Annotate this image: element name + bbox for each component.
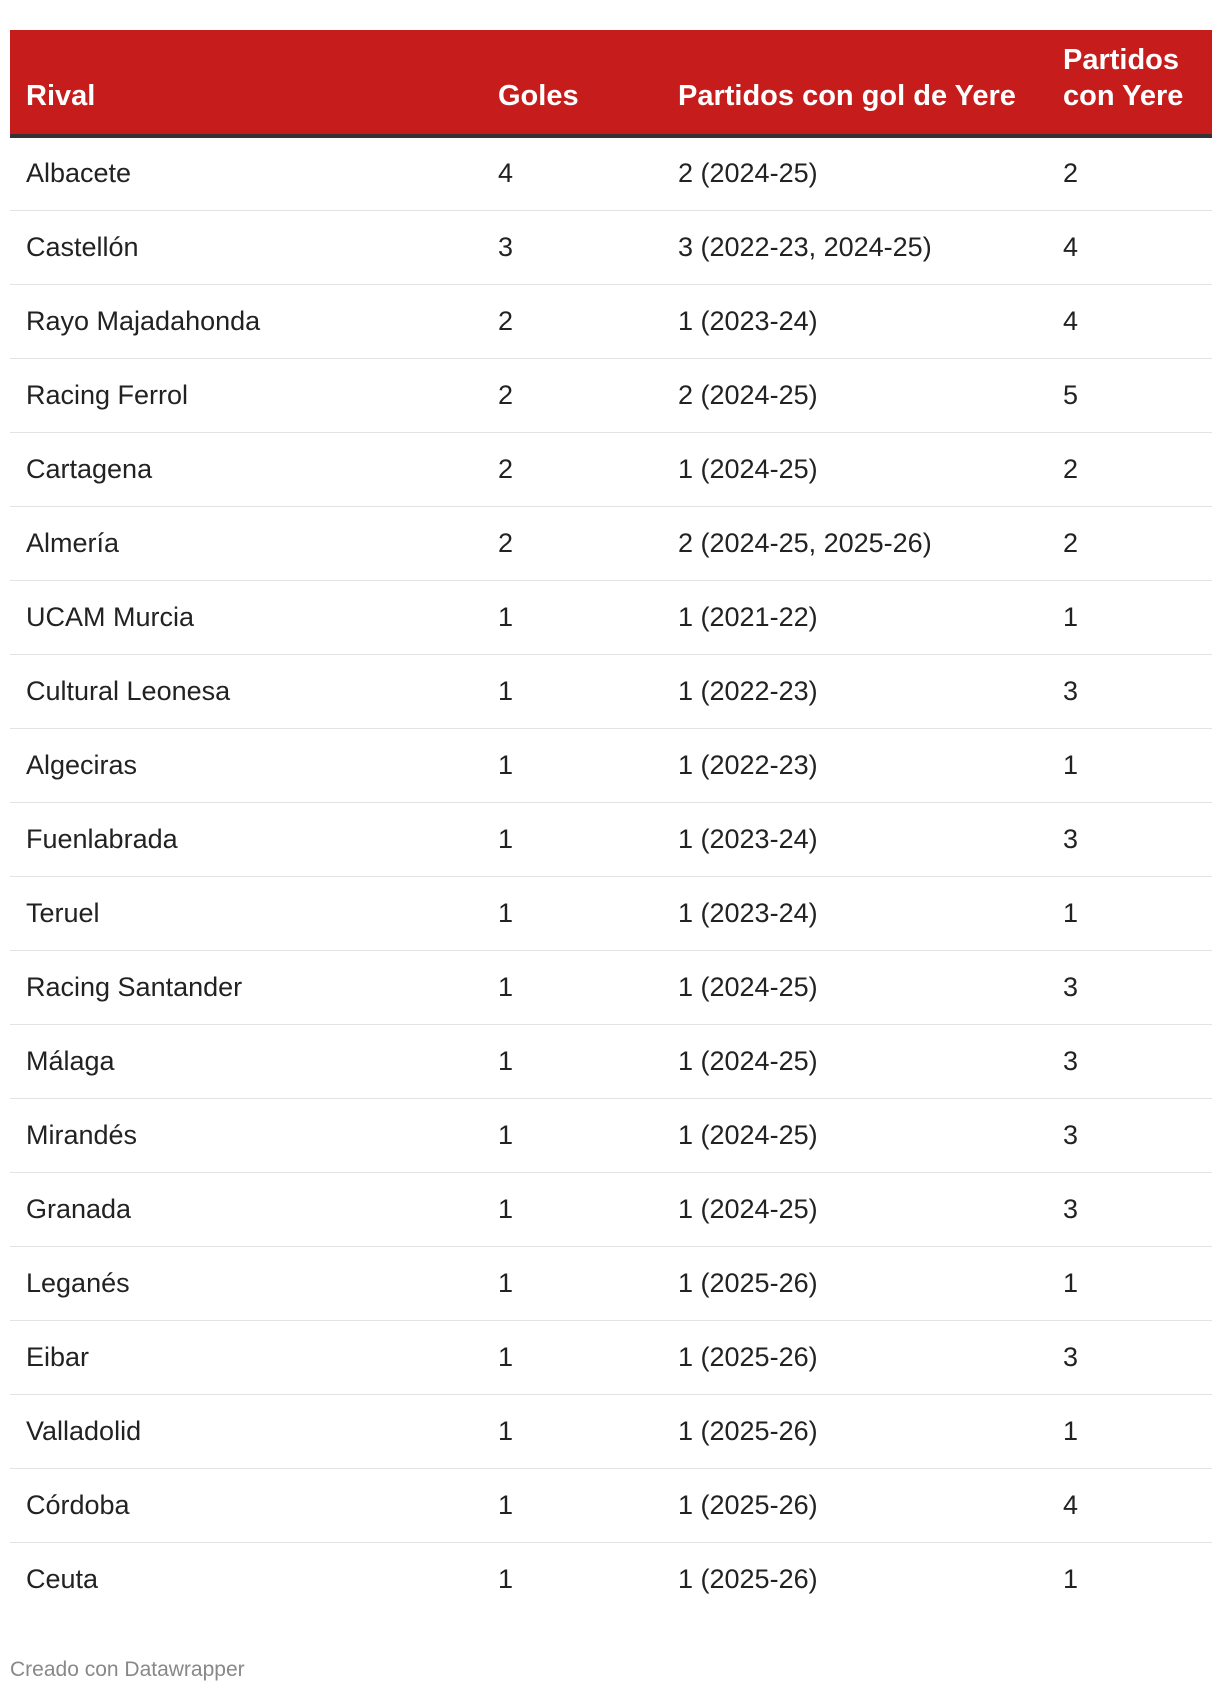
table-row — [10, 1024, 1212, 1098]
cell-goles: 1 — [482, 1246, 662, 1320]
column-header-partidos-con-yere[interactable]: Partidos con Yere — [1047, 30, 1212, 136]
cell-partidos-con-gol: 1 (2024-25) — [662, 1098, 1047, 1172]
cell-partidos-con-gol: 1 (2024-25) — [662, 432, 1047, 506]
cell-goles: 2 — [482, 284, 662, 358]
table-body — [10, 136, 1212, 1616]
cell-partidos-con-gol: 1 (2023-24) — [662, 284, 1047, 358]
table-row — [10, 876, 1212, 950]
cell-goles: 1 — [482, 1468, 662, 1542]
cell-partidos-con-yere: 2 — [1047, 432, 1212, 506]
table-row — [10, 1394, 1212, 1468]
table-row — [10, 432, 1212, 506]
cell-partidos-con-yere: 3 — [1047, 1320, 1212, 1394]
cell-partidos-con-yere: 4 — [1047, 1468, 1212, 1542]
table-row — [10, 654, 1212, 728]
cell-partidos-con-gol: 1 (2021-22) — [662, 580, 1047, 654]
cell-goles: 1 — [482, 1320, 662, 1394]
table-row — [10, 580, 1212, 654]
cell-rival: Mirandés — [10, 1098, 482, 1172]
cell-rival: Racing Santander — [10, 950, 482, 1024]
cell-partidos-con-gol: 1 (2024-25) — [662, 1024, 1047, 1098]
column-header-goles[interactable]: Goles — [482, 30, 662, 136]
goals-by-rival-table — [10, 30, 1212, 1616]
cell-goles: 1 — [482, 1098, 662, 1172]
cell-partidos-con-gol: 2 (2024-25) — [662, 358, 1047, 432]
cell-rival: Córdoba — [10, 1468, 482, 1542]
cell-partidos-con-yere: 1 — [1047, 1246, 1212, 1320]
column-header-rival[interactable]: Rival — [10, 30, 482, 136]
table-row — [10, 210, 1212, 284]
table-row — [10, 1098, 1212, 1172]
cell-partidos-con-yere: 3 — [1047, 950, 1212, 1024]
cell-partidos-con-gol: 1 (2023-24) — [662, 802, 1047, 876]
cell-partidos-con-gol: 1 (2025-26) — [662, 1246, 1047, 1320]
cell-goles: 1 — [482, 580, 662, 654]
cell-partidos-con-yere: 3 — [1047, 1024, 1212, 1098]
column-header-partidos-con-gol[interactable]: Partidos con gol de Yere — [662, 30, 1047, 136]
cell-partidos-con-gol: 2 (2024-25) — [662, 136, 1047, 210]
cell-rival: Fuenlabrada — [10, 802, 482, 876]
cell-partidos-con-gol: 1 (2024-25) — [662, 1172, 1047, 1246]
cell-goles: 2 — [482, 358, 662, 432]
cell-rival: Cartagena — [10, 432, 482, 506]
cell-rival: Castellón — [10, 210, 482, 284]
cell-rival: Rayo Majadahonda — [10, 284, 482, 358]
cell-rival: Ceuta — [26, 1563, 99, 1594]
table-row — [10, 950, 1212, 1024]
table-row — [10, 506, 1212, 580]
table-row — [10, 802, 1212, 876]
cell-partidos-con-yere: 2 — [1047, 136, 1212, 210]
cell-goles: 1 — [482, 1394, 662, 1468]
cell-rival: Leganés — [10, 1246, 482, 1320]
table-row — [10, 1468, 1212, 1542]
cell-partidos-con-gol: 1 (2022-23) — [662, 654, 1047, 728]
table-row — [10, 728, 1212, 802]
cell-goles: 1 — [482, 876, 662, 950]
cell-partidos-con-yere: 3 — [1047, 1098, 1212, 1172]
cell-rival: Cultural Leonesa — [10, 654, 482, 728]
cell-rival: Granada — [10, 1172, 482, 1246]
cell-goles: 1 — [498, 1563, 514, 1594]
cell-partidos-con-yere: 1 — [1047, 728, 1212, 802]
table-row — [10, 1172, 1212, 1246]
cell-partidos-con-gol: 3 (2022-23, 2024-25) — [662, 210, 1047, 284]
cell-partidos-con-yere: 4 — [1047, 210, 1212, 284]
cell-rival: Albacete — [10, 136, 482, 210]
cell-goles: 4 — [482, 136, 662, 210]
cell-rival: Valladolid — [10, 1394, 482, 1468]
cell-goles: 2 — [482, 432, 662, 506]
cell-partidos-con-yere: 2 — [1047, 506, 1212, 580]
table-header — [10, 30, 1212, 136]
data-table-container — [10, 30, 1212, 1616]
cell-goles: 1 — [482, 950, 662, 1024]
cell-goles: 3 — [482, 210, 662, 284]
cell-goles: 1 — [482, 1172, 662, 1246]
datawrapper-credit[interactable]: Creado con Datawrapper — [10, 1658, 245, 1681]
cell-partidos-con-gol: 1 (2025-26) — [678, 1563, 818, 1594]
cell-partidos-con-gol: 2 (2024-25, 2025-26) — [662, 506, 1047, 580]
cell-partidos-con-yere: 1 — [1047, 1394, 1212, 1468]
cell-partidos-con-yere: 1 — [1047, 876, 1212, 950]
cell-goles: 1 — [482, 654, 662, 728]
table-row — [10, 1542, 1212, 1616]
table-row — [10, 1320, 1212, 1394]
cell-goles: 1 — [482, 1024, 662, 1098]
cell-goles: 2 — [482, 506, 662, 580]
cell-rival: Algeciras — [10, 728, 482, 802]
cell-rival: Teruel — [10, 876, 482, 950]
cell-rival: Almería — [10, 506, 482, 580]
cell-rival: Málaga — [10, 1024, 482, 1098]
cell-partidos-con-gol: 1 (2025-26) — [662, 1394, 1047, 1468]
cell-partidos-con-yere: 3 — [1047, 654, 1212, 728]
cell-rival: Racing Ferrol — [10, 358, 482, 432]
cell-partidos-con-yere: 3 — [1047, 802, 1212, 876]
header-row — [10, 30, 1212, 136]
cell-goles: 1 — [482, 728, 662, 802]
cell-partidos-con-yere: 3 — [1047, 1172, 1212, 1246]
cell-partidos-con-yere: 1 — [1047, 580, 1212, 654]
table-row — [10, 284, 1212, 358]
cell-partidos-con-yere: 5 — [1047, 358, 1212, 432]
cell-partidos-con-gol: 1 (2022-23) — [662, 728, 1047, 802]
cell-goles: 1 — [482, 802, 662, 876]
cell-partidos-con-gol: 1 (2024-25) — [662, 950, 1047, 1024]
cell-rival: Eibar — [10, 1320, 482, 1394]
table-row — [10, 1246, 1212, 1320]
table-row — [10, 136, 1212, 210]
cell-partidos-con-gol: 1 (2025-26) — [662, 1468, 1047, 1542]
cell-partidos-con-gol: 1 (2023-24) — [662, 876, 1047, 950]
cell-partidos-con-yere: 1 — [1063, 1563, 1079, 1594]
table-row — [10, 358, 1212, 432]
cell-partidos-con-gol: 1 (2025-26) — [662, 1320, 1047, 1394]
cell-partidos-con-yere: 4 — [1047, 284, 1212, 358]
cell-rival: UCAM Murcia — [10, 580, 482, 654]
